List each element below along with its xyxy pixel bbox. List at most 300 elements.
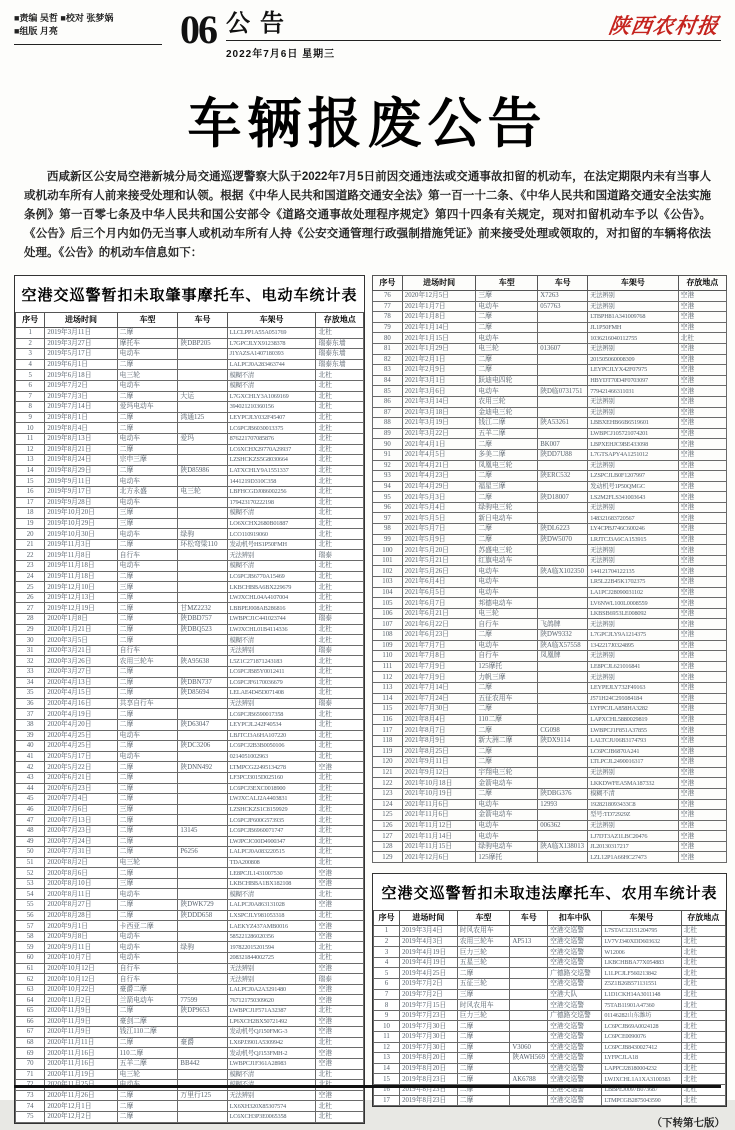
table-cell: 13 — [16, 455, 45, 466]
table-cell: 2020年8月28日 — [45, 910, 117, 921]
table-cell: 空港 — [678, 661, 726, 672]
table-cell: 2020年8月2日 — [45, 857, 117, 868]
table-row — [16, 328, 364, 339]
table-cell: 85 — [373, 386, 403, 397]
table-cell — [178, 783, 227, 794]
table-row — [373, 735, 727, 746]
table-cell: 空港 — [316, 931, 364, 942]
table-cell: LATXCHLY9A1551337 — [227, 465, 316, 476]
table-cell — [538, 757, 588, 768]
table-cell — [178, 349, 227, 360]
table-cell: 北杜 — [316, 719, 364, 730]
table-cell: 2019年7月2日 — [400, 979, 458, 990]
table-cell: 33 — [16, 667, 45, 678]
table-cell: 2021年3月1日 — [402, 375, 476, 386]
table-cell: 无法辨别 — [588, 651, 678, 662]
table-cell: LBPXEHJC9BE433098 — [588, 439, 678, 450]
table-cell: 空港 — [678, 598, 726, 609]
table-cell: 2021年1月7日 — [402, 301, 476, 312]
table-cell: 北杜 — [316, 635, 364, 646]
table-cell: 107 — [373, 619, 403, 630]
table-cell: 发动机号QJ153FMH-2 — [227, 1048, 316, 1059]
table-cell: 7 — [374, 989, 400, 1000]
table-cell: 北杜 — [316, 571, 364, 582]
table-cell: 自行车 — [117, 550, 178, 561]
table-cell: 空港 — [678, 778, 726, 789]
table-cell: 二摩 — [117, 592, 178, 603]
tables-area — [0, 273, 735, 1130]
table-cell: 20 — [16, 529, 45, 540]
table-row — [373, 682, 727, 693]
table-body — [373, 291, 727, 863]
table-row — [374, 979, 726, 990]
table-cell: 34 — [16, 677, 45, 688]
table-cell: 电三轮 — [117, 857, 178, 868]
table-row — [373, 333, 727, 344]
table-cell: 北杜 — [681, 979, 725, 990]
table-cell: 2021年6月23日 — [402, 630, 476, 641]
table-cell: 北杜 — [316, 497, 364, 508]
table-cell: P6256 — [178, 847, 227, 858]
table-cell: 2019年7月2日 — [400, 989, 458, 1000]
table-cell — [178, 804, 227, 815]
table-cell: 北杜 — [316, 889, 364, 900]
table-cell: 2020年11月16日 — [45, 1048, 117, 1059]
column-header: 序号 — [373, 276, 403, 291]
table-cell: 自行车 — [117, 645, 178, 656]
table-cell: 五征三轮 — [457, 979, 510, 990]
editors-block — [14, 12, 162, 45]
table-cell: 空港 — [678, 841, 726, 852]
column-header: 扣车中队 — [548, 911, 602, 926]
table-cell: 2019年11月18日 — [45, 561, 117, 572]
table-cell: 59 — [16, 942, 45, 953]
table-cell: 电动车 — [476, 831, 538, 842]
table-cell: 空港 — [678, 524, 726, 535]
table-cell: 78 — [373, 312, 403, 323]
table-cell: LBBPEJ0097B073687 — [602, 1084, 681, 1095]
table-cell: 2021年4月1日 — [402, 439, 476, 450]
table-cell: 29 — [16, 624, 45, 635]
table-cell: 二摩 — [476, 682, 538, 693]
table-cell: 二摩 — [117, 1111, 178, 1122]
table-cell: LV7VJ340XDD603632 — [602, 936, 681, 947]
table-cell: 北杜 — [316, 772, 364, 783]
table-cell — [538, 577, 588, 588]
table-cell: 103 — [373, 577, 403, 588]
table-cell: 空港 — [678, 375, 726, 386]
table-cell: 电动车 — [476, 386, 538, 397]
table-cell: 208321844002725 — [227, 953, 316, 964]
table-row — [16, 391, 364, 402]
table-row — [16, 571, 364, 582]
table-cell: 二摩 — [117, 794, 178, 805]
table-row — [373, 714, 727, 725]
table-cell: 41 — [16, 751, 45, 762]
table-cell: 67 — [16, 1027, 45, 1038]
table-cell: 北杜 — [316, 1069, 364, 1080]
table-cell: 二摩 — [117, 444, 178, 455]
table-cell: 2021年7月8日 — [402, 651, 476, 662]
table-cell: 陕DBG376 — [538, 788, 588, 799]
table-cell: CG098 — [538, 725, 588, 736]
table-cell: 2019年8月21日 — [45, 444, 117, 455]
table-cell: 114 — [373, 693, 403, 704]
table-row — [373, 704, 727, 715]
table-cell: 二摩 — [117, 412, 178, 423]
table-cell: 三摩 — [457, 989, 510, 1000]
table-row — [16, 974, 364, 985]
table-cell: 陕D18007 — [538, 492, 588, 503]
table-row — [16, 1027, 364, 1038]
table-cell: LWBPCJ1F361A28983 — [227, 1058, 316, 1069]
table-cell: 2019年12月19日 — [45, 603, 117, 614]
table-cell: LC6PCJF6170036679 — [227, 677, 316, 688]
table-cell: 北杜 — [316, 455, 364, 466]
table-cell — [538, 810, 588, 821]
table-cell — [178, 878, 227, 889]
table-cell: 电动车 — [476, 820, 538, 831]
table-cell: 发动机号HS1P50FMH — [227, 539, 316, 550]
table-cell: 新日电动车 — [476, 513, 538, 524]
table-cell: LWJXCHL04A4107004 — [227, 592, 316, 603]
table-cell: 空港 — [678, 651, 726, 662]
table-cell: 五羊二摩 — [117, 1058, 178, 1069]
table-cell: 9 — [16, 412, 45, 423]
table-cell: 自行车 — [117, 974, 178, 985]
table-cell: 无法辨别 — [227, 698, 316, 709]
table-row — [16, 709, 364, 720]
table-row — [16, 508, 364, 519]
table-cell — [510, 1000, 548, 1011]
table-cell: 北杜 — [316, 804, 364, 815]
right-column — [372, 275, 727, 1130]
table-cell: 83 — [373, 365, 403, 376]
table-cell: 2021年12月6日 — [402, 852, 476, 863]
table-cell: 凤凰牌 — [538, 651, 588, 662]
table-cell: 电动车 — [117, 931, 178, 942]
table-cell: 1928218093433C8 — [588, 799, 678, 810]
table-cell: 金箭电动车 — [476, 778, 538, 789]
table-cell: 二摩 — [117, 614, 178, 625]
table-cell: 陕DBP205 — [178, 338, 227, 349]
table-cell — [538, 831, 588, 842]
table-cell: 甘MZ2232 — [178, 603, 227, 614]
table-cell: 北杜 — [316, 423, 364, 434]
table-cell: 2019年9月28日 — [45, 497, 117, 508]
table-cell: 二摩 — [476, 354, 538, 365]
table-cell: 69 — [16, 1048, 45, 1059]
table-cell: 二摩 — [117, 868, 178, 879]
table-cell: 2021年7月9日 — [402, 672, 476, 683]
table-cell: LRJTCJ3A6CA153915 — [588, 534, 678, 545]
table-cell: 108 — [373, 630, 403, 641]
header-row — [16, 313, 364, 328]
table-cell: 5 — [374, 968, 400, 979]
table-row — [16, 878, 364, 889]
table-cell — [178, 921, 227, 932]
table-cell: 2021年10月18日 — [402, 778, 476, 789]
table-cell: LE8PCJL621016841 — [588, 661, 678, 672]
table-cell: 北杜 — [681, 1000, 725, 1011]
table-cell: 2019年4月25日 — [400, 968, 458, 979]
table-cell: 北杜 — [316, 688, 364, 699]
table-cell: 71 — [16, 1069, 45, 1080]
table-row — [16, 497, 364, 508]
table-cell: 瑞泰东墙 — [316, 349, 364, 360]
table-cell: 二摩 — [117, 571, 178, 582]
table-cell: 电三轮 — [117, 370, 178, 381]
announcement-title: 车辆报废公告 — [187, 94, 548, 154]
table-cell: 三摩 — [117, 582, 178, 593]
table-cell: 巨力三轮 — [457, 1010, 510, 1021]
table-cell: LC6PCJB6960071747 — [227, 825, 316, 836]
table-row — [373, 746, 727, 757]
column-header: 进场时间 — [400, 911, 458, 926]
table-cell: BK007 — [538, 439, 588, 450]
table-cell: 瑞泰 — [316, 974, 364, 985]
table-cell: 空港交巡警 — [548, 1074, 602, 1085]
table-cell: 14 — [374, 1063, 400, 1074]
table-row — [373, 365, 727, 376]
table-cell: 2019年7月30日 — [400, 1021, 458, 1032]
table-cell: 127 — [373, 831, 403, 842]
table-cell — [538, 481, 588, 492]
table-cell — [178, 1016, 227, 1027]
table-cell: 巨力三轮 — [457, 947, 510, 958]
table-cell: 2020年1月21日 — [45, 624, 117, 635]
table-cell — [178, 667, 227, 678]
table-cell: 2020年12月2日 — [45, 1111, 117, 1122]
table-cell: 二摩 — [117, 1037, 178, 1048]
column-header: 车架号 — [227, 313, 316, 328]
table-row — [373, 301, 727, 312]
header-row — [373, 276, 727, 291]
table-cell: 凤凰电三轮 — [476, 460, 538, 471]
table-cell: 2020年7月4日 — [45, 794, 117, 805]
table-cell: 模糊不清 — [227, 1069, 316, 1080]
table-cell: 空港 — [678, 555, 726, 566]
table-cell: 4 — [16, 359, 45, 370]
table-cell: LKBCHBBA6BX229679 — [227, 582, 316, 593]
table-row — [16, 1111, 364, 1122]
table-cell: 电动车 — [117, 730, 178, 741]
table-cell: 空港 — [678, 481, 726, 492]
table-row — [373, 640, 727, 651]
table-cell: 万里行125 — [178, 1090, 227, 1101]
table-cell: 空港 — [678, 788, 726, 799]
table-cell: 空港 — [678, 513, 726, 524]
table-cell: 豪剑二摩 — [117, 1016, 178, 1027]
table-cell: 二摩 — [117, 825, 178, 836]
table-cell: 2020年8月27日 — [45, 900, 117, 911]
table-cell: 空港 — [678, 365, 726, 376]
table-row — [16, 614, 364, 625]
table-row — [16, 677, 364, 688]
table-row — [16, 1058, 364, 1069]
table-cell: 2021年7月7日 — [402, 640, 476, 651]
table-cell: L7GPCJLY9A1214375 — [588, 630, 678, 641]
table-row — [374, 1053, 726, 1064]
table-row — [373, 418, 727, 429]
table-row — [16, 592, 364, 603]
table-cell: 二摩 — [117, 359, 178, 370]
column-header: 存放地点 — [681, 911, 725, 926]
table-cell: 空港交巡警 — [548, 1063, 602, 1074]
table-cell: 北杜 — [316, 380, 364, 391]
table-cell: 爱玛 — [178, 433, 227, 444]
table-cell: 二摩 — [117, 328, 178, 339]
table-cell: 057763 — [538, 301, 588, 312]
table-cell: 2021年4月5日 — [402, 449, 476, 460]
table-row — [374, 1010, 726, 1021]
table-cell: 2020年9月11日 — [45, 942, 117, 953]
table-cell: LC6PCJB6590017358 — [227, 709, 316, 720]
table-cell: 21 — [16, 539, 45, 550]
table-row — [16, 1048, 364, 1059]
table-row — [373, 661, 727, 672]
table-row — [373, 788, 727, 799]
table-cell — [538, 428, 588, 439]
table-cell — [538, 396, 588, 407]
table-cell: 绿驹 — [178, 529, 227, 540]
table-row — [16, 900, 364, 911]
table-row — [373, 757, 727, 768]
editors-line2: ■组版 月亮 — [14, 26, 58, 36]
table-cell: 3 — [16, 349, 45, 360]
table-cell — [538, 693, 588, 704]
table-cell: 北杜 — [316, 391, 364, 402]
table-cell: 北杜 — [316, 433, 364, 444]
table-row — [16, 635, 364, 646]
table-cell: JL20130317217 — [588, 841, 678, 852]
table-cell: LZSHCKZS1C8159929 — [227, 804, 316, 815]
table-cell: L7GTSAPY4A1251012 — [588, 449, 678, 460]
table-cell: L7GPCJLYX91238378 — [227, 338, 316, 349]
table-cell: 二摩 — [476, 365, 538, 376]
table-cell: 二摩 — [117, 900, 178, 911]
accident-vehicles-table-box — [14, 275, 365, 1124]
table-cell: 北杜 — [316, 561, 364, 572]
table-cell: 102 — [373, 566, 403, 577]
table-cell: 空港 — [316, 1090, 364, 1101]
table-cell: 2020年8月6日 — [45, 868, 117, 879]
table-cell: 空港 — [316, 995, 364, 1006]
table-cell: 二摩 — [117, 910, 178, 921]
table-cell: 电动车 — [117, 953, 178, 964]
table-cell: 58 — [16, 931, 45, 942]
table-cell: AP513 — [510, 936, 548, 947]
table-cell: 99 — [373, 534, 403, 545]
table-row — [374, 936, 726, 947]
table-cell: 2020年4月16日 — [45, 698, 117, 709]
table2-title: 空港交巡警暂扣未取违法摩托车、农用车统计表 — [381, 885, 718, 903]
table-cell: 多美二摩 — [476, 449, 538, 460]
table-row — [16, 465, 364, 476]
table-cell: 二摩 — [117, 635, 178, 646]
table-cell: 6 — [374, 979, 400, 990]
table-cell: 26 — [16, 592, 45, 603]
table-cell — [178, 794, 227, 805]
table-row — [373, 291, 727, 302]
table-cell: 2019年8月20日 — [400, 1053, 458, 1064]
table-cell: BB442 — [178, 1058, 227, 1069]
table-cell: 无法辨别 — [588, 767, 678, 778]
table-cell: 11 — [16, 433, 45, 444]
table-cell: 二摩 — [117, 539, 178, 550]
table-cell — [538, 365, 588, 376]
table-cell: 北杜 — [316, 1037, 364, 1048]
table-row — [373, 841, 727, 852]
table-cell: 二摩 — [476, 704, 538, 715]
table-cell: 三摩 — [117, 878, 178, 889]
table-cell: 空港交巡警 — [548, 979, 602, 990]
table-cell: 电三轮 — [117, 1069, 178, 1080]
table-cell: 模糊不清 — [227, 635, 316, 646]
table-cell: JL1P50FMH — [588, 322, 678, 333]
table-cell: 2020年7月31日 — [45, 847, 117, 858]
table-cell: LTLPCJL2490016317 — [588, 757, 678, 768]
table-row — [374, 1095, 726, 1106]
table-cell — [178, 1069, 227, 1080]
table-cell: 二摩 — [117, 667, 178, 678]
table-cell: 123 — [373, 788, 403, 799]
table-cell: 394021210360156 — [227, 402, 316, 413]
table-cell — [178, 592, 227, 603]
table-row — [16, 667, 364, 678]
table-cell: 87 — [373, 407, 403, 418]
table-cell: 电动车 — [476, 640, 538, 651]
table-cell: LYFPCJLA858HA3282 — [588, 704, 678, 715]
table-cell: 90 — [373, 439, 403, 450]
table-row — [16, 529, 364, 540]
table-cell: 2021年3月22日 — [402, 428, 476, 439]
table-cell: 陕A临X102350 — [538, 566, 588, 577]
table-cell — [510, 1010, 548, 1021]
table-cell: 模糊不清 — [227, 508, 316, 519]
section-title: 公告 — [226, 12, 721, 41]
table-cell: 2019年7月23日 — [400, 1010, 458, 1021]
table-row — [16, 984, 364, 995]
table-cell — [538, 354, 588, 365]
table-cell: 2020年5月17日 — [45, 751, 117, 762]
table-cell: LXSPCJLY981053318 — [227, 910, 316, 921]
table-cell: 北方永盛 — [117, 486, 178, 497]
table-cell — [178, 772, 227, 783]
table-cell: 金迪电三轮 — [476, 407, 538, 418]
table-row — [373, 799, 727, 810]
table-cell: 28 — [16, 614, 45, 625]
table-cell: 126 — [373, 820, 403, 831]
table-cell: 无法辨别 — [588, 672, 678, 683]
table-cell: 1 — [16, 328, 45, 339]
table-cell: 陕DBN737 — [178, 677, 227, 688]
table-cell: 3 — [374, 947, 400, 958]
table-cell: 12 — [374, 1042, 400, 1053]
table-row — [373, 513, 727, 524]
table-cell: 陕D85694 — [178, 688, 227, 699]
table-cell: 2021年5月5日 — [402, 513, 476, 524]
table-cell: 二摩 — [476, 471, 538, 482]
table-cell: 空港 — [678, 322, 726, 333]
table-row — [16, 603, 364, 614]
table-cell — [538, 587, 588, 598]
column-header: 车号 — [538, 276, 588, 291]
table-cell — [178, 931, 227, 942]
table-cell — [538, 460, 588, 471]
table-cell: 91 — [373, 449, 403, 460]
table-cell: 无法辨别 — [588, 502, 678, 513]
